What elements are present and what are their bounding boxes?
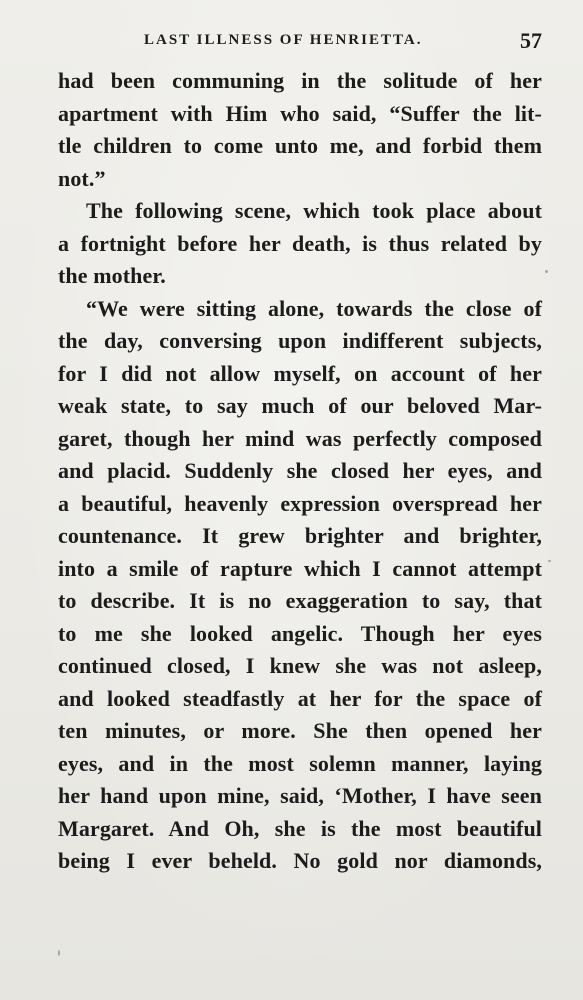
page-number: 57 <box>520 28 542 53</box>
body-text <box>58 65 542 878</box>
text-line: for I did not allow myself, on account of her <box>58 360 542 386</box>
text-line: apartment with Him who said, “Suffer the lit- <box>58 100 542 126</box>
text-line: her hand upon mine, said, ‘Mother, I have seen <box>58 783 542 808</box>
text-line: weak state, to say much of our beloved Mar- <box>58 393 542 418</box>
text-line: Margaret. And Oh, she is the most beautiful <box>58 815 542 841</box>
text-line: countenance. It grew brighter and brighter, <box>58 523 542 548</box>
paper-speck <box>548 560 551 562</box>
text-line: a beautiful, heavenly expression overspread her <box>58 490 542 516</box>
text-line: tle children to come unto me, and forbid them <box>58 133 542 158</box>
text-line: and looked steadfastly at her for the space of <box>58 685 542 711</box>
text-line: The following scene, which took place about <box>86 198 542 223</box>
running-head <box>60 30 544 56</box>
text-line: and placid. Suddenly she closed her eyes, and <box>58 458 542 483</box>
text-line: garet, though her mind was perfectly composed <box>58 425 542 451</box>
text-line: ten minutes, or more. She then opened her <box>58 718 542 743</box>
text-line: being I ever beheld. No gold nor diamonds, <box>58 848 542 873</box>
text-line: continued closed, I knew she was not asleep, <box>58 653 542 678</box>
running-title: LAST ILLNESS OF HENRIETTA. <box>144 32 423 48</box>
text-line: a fortnight before her death, is thus related by <box>58 230 542 256</box>
text-line: eyes, and in the most solemn manner, laying <box>58 750 542 776</box>
paper-speck <box>545 270 548 273</box>
text-line: into a smile of rapture which I cannot attempt <box>58 555 542 581</box>
text-line: to me she looked angelic. Though her eyes <box>58 620 542 646</box>
text-line: “We were sitting alone, towards the close of <box>86 295 542 321</box>
text-line: not.” <box>58 165 106 191</box>
text-line: had been communing in the solitude of her <box>58 68 542 93</box>
text-line: the mother. <box>58 263 166 288</box>
paper-speck <box>58 950 60 956</box>
text-line: to describe. It is no exaggeration to say, that <box>58 588 542 613</box>
text-line: the day, conversing upon indifferent subjects, <box>58 328 542 353</box>
